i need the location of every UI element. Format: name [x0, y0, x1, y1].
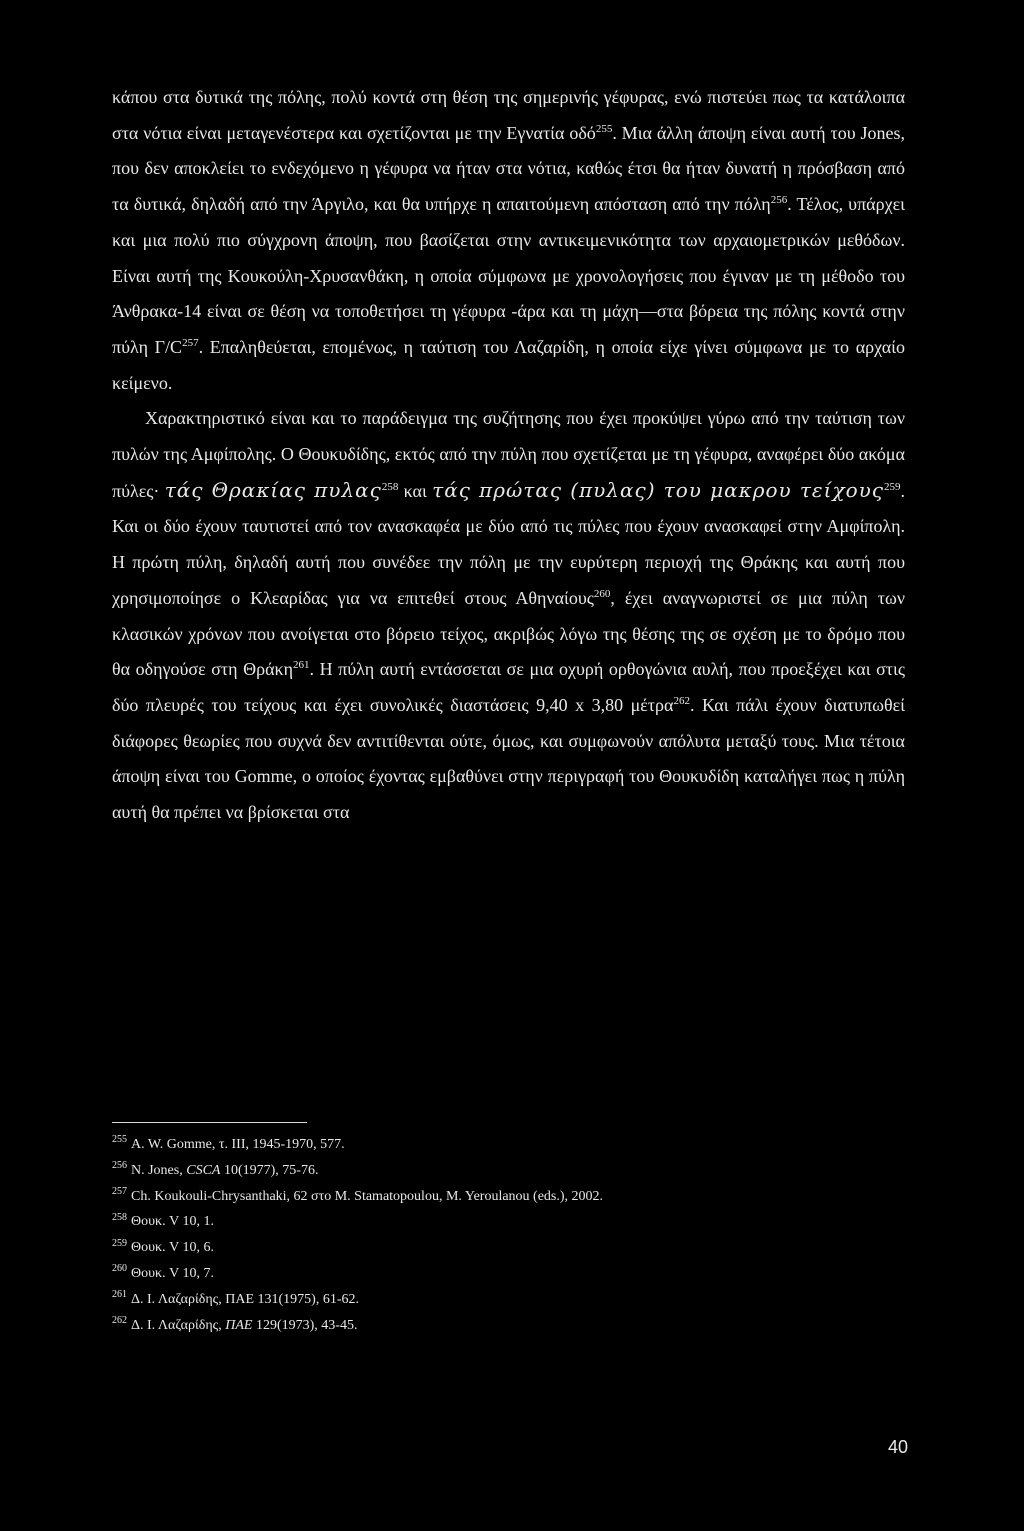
footnote-number: 257	[112, 1185, 127, 1197]
footnote-text: Θουκ. V 10, 6.	[131, 1240, 214, 1256]
footnote-italic: ΠΑΕ	[225, 1317, 253, 1333]
text-run: . Επαληθεύεται, επομένως, η ταύτιση του Λαζαρίδη, η οποία είχε γίνει σύμφωνα με το αρχαίο κείμενο.	[112, 336, 905, 393]
footnote-text: Δ. Ι. Λαζαρίδης, ΠΑΕ 131(1975), 61-62.	[131, 1291, 359, 1307]
footnote-text: Θουκ. V 10, 1.	[131, 1214, 214, 1230]
footnote	[112, 1132, 812, 1158]
footnote-ref: 258	[381, 480, 399, 493]
italic-quote: τάς Θρακίας πυλας	[164, 477, 382, 502]
footnote-text: A. W. Gomme, τ. III, 1945-1970, 577.	[131, 1137, 345, 1152]
footnote-ref: 257	[182, 336, 199, 349]
footnote-text: 10(1977), 75-76.	[220, 1162, 319, 1178]
footnote-ref: 262	[673, 694, 690, 707]
text-run: Χαρακτηριστικό είναι και το παράδειγμα της συζήτησης που έχει προκύψει γύρω από την ταύτιση των πυλών της Αμφίπολης. Ο Θουκυδίδης, εκτός από την πύλη που σχετίζεται με τη γέφυρα, αναφέρει δύο ακόμα πύλες·	[112, 408, 905, 501]
footnote-number: 255	[112, 1134, 127, 1146]
footnote-ref: 256	[770, 194, 788, 207]
paragraph	[112, 80, 905, 401]
footnote-number: 262	[112, 1314, 127, 1326]
footnote-text: 129(1973), 43-45.	[252, 1317, 358, 1333]
footnote	[112, 1287, 812, 1313]
footnote-italic: CSCA	[186, 1162, 221, 1178]
footnote-separator	[112, 1122, 307, 1123]
text-run: . Η πύλη αυτή εντάσσεται σε μια οχυρή ορθογώνια αυλή, που προεξέχει και στις δύο πλευρές του τείχους και έχει συνολικές διαστάσεις 9,40 x 3,80 μέτρα	[112, 659, 906, 715]
footnote-number: 258	[112, 1211, 127, 1223]
footnote	[112, 1158, 812, 1184]
text-run: . Μια άλλη άποψη είναι αυτή του Jones, που δεν αποκλείει το ενδεχόμενο η γέφυρα να ήταν στα νότια, καθώς έτσι θα ήταν δυνατή η πρόσβαση από τα δυτικά, δηλαδή από την Άργιλο, και θα υπήρχε η απαιτούμενη απόσταση από την πόλη	[112, 122, 905, 215]
footnote-text: Δ. Ι. Λαζαρίδης,	[131, 1317, 226, 1333]
footnote-number: 261	[112, 1289, 127, 1301]
footnote-number: 256	[112, 1160, 127, 1172]
footnotes-list	[112, 1132, 812, 1338]
footnote-number: 260	[112, 1263, 127, 1275]
footnote-number: 259	[112, 1237, 127, 1249]
text-run: . Τέλος, υπάρχει και μια πολύ πιο σύγχρονη άποψη, που βασίζεται στην αντικειμενικότητα των αρχαιομετρικών μεθόδων. Είναι αυτή της Κουκούλη-Χρυσανθάκη, η οποία σύμφωνα με χρονολογήσεις που έγιναν με τη μέθοδο του Άνθρακα-14 είναι σε θέση να τοποθετήσει τη γέφυρα -άρα και τη μάχη—στα βόρεια της πόλης κοντά στην πύλη Γ/C	[112, 194, 905, 357]
footnote	[112, 1209, 812, 1235]
footnote-ref: 255	[595, 122, 613, 135]
text-run: και	[398, 480, 433, 501]
text-run: . Και πάλι έχουν διατυπωθεί διάφορες θεωρίες που συχνά δεν αντιτίθενται ούτε, όμως, και συμφωνούν απόλυτα μεταξύ τους. Μια τέτοια άποψη είναι του Gomme, ο οποίος έχοντας εμβαθύνει στην περιγραφή του Θουκυδίδη καταλήγει πως η πύλη αυτή θα πρέπει να βρίσκεται στα	[112, 694, 906, 823]
footnote	[112, 1313, 812, 1339]
footnote-text: Θουκ. V 10, 7.	[131, 1265, 214, 1281]
footnote-ref: 261	[293, 659, 310, 672]
footnote-text: N. Jones,	[131, 1162, 187, 1178]
footnote	[112, 1261, 812, 1287]
footnote	[112, 1235, 812, 1261]
paragraph	[112, 401, 905, 830]
footnote	[112, 1184, 812, 1210]
body-text	[112, 80, 905, 831]
footnote-text: Ch. Koukouli-Chrysanthaki, 62 στο M. Stamatopoulou, M. Yeroulanou (eds.), 2002.	[131, 1188, 604, 1204]
text-run: , έχει αναγνωριστεί σε μια πύλη των κλασικών χρόνων που ανοίγεται στο βόρειο τείχος, ακριβώς λόγω της θέσης της σε σχέση με το δρόμο που θα οδηγούσε στη Θράκη	[112, 587, 905, 680]
text-run: . Και οι δύο έχουν ταυτιστεί από τον ανασκαφέα με δύο από τις πύλες που έχουν ανασκαφεί στην Αμφίπολη. Η πρώτη πύλη, δηλαδή αυτή που συνέδεε την πόλη με την ευρύτερη περιοχή της Θράκης και αυτή που χρησιμοποίησε ο Κλεαρίδας για να επιτεθεί στους Αθηναίους	[112, 480, 905, 608]
footnote-ref: 260	[593, 587, 611, 600]
page-number: 40	[887, 1437, 908, 1457]
footnote-ref: 259	[883, 480, 901, 493]
text-run: κάπου στα δυτικά της πόλης, πολύ κοντά στη θέση της σημερινής γέφυρας, ενώ πιστεύει πως τα κατάλοιπα στα νότια είναι μεταγενέστερα και σχετίζονται με την Εγνατία οδό	[112, 87, 905, 143]
italic-quote: τάς πρώτας (πυλας) του μακρου τείχους	[432, 477, 884, 502]
